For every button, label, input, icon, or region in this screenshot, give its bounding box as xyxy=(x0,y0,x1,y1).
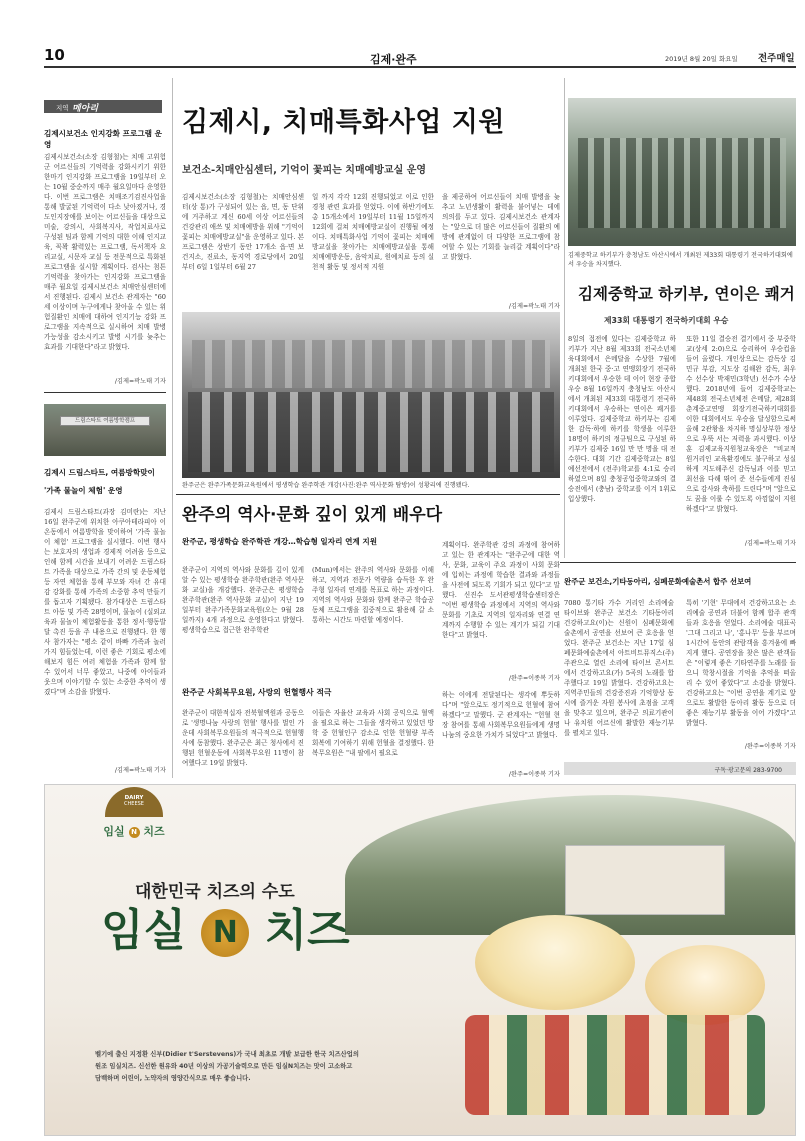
welfare-col3: 하는 이에게 전달된다는 생각에 뿌듯하다"며 "앞으로도 정기적으로 헌혈에 참여하겠다"고 말했다. 군 관계자는 "헌혈 현장 참여를 통해 사회복무요원들에게 생명 나눔의 중요한 가치가 되었다"고 밝혔다. xyxy=(442,691,560,739)
section-title: 김제·완주 xyxy=(370,53,417,66)
main-group-photo xyxy=(182,312,560,478)
main-photo-caption: 완주군은 완주가족문화교육원에서 평생학습 완주학관 개강(사진:완주 역사문화 탐방)이 성황리에 진행됐다. xyxy=(182,482,470,489)
hockey-headline: 김제중학교 하키부, 연이은 쾌거 xyxy=(578,285,795,303)
main-subhead: 보건소-치매안심센터, 기억이 꽃피는 치매예방교실 운영 xyxy=(182,165,427,176)
hockey-col2: 또한 11일 결승전 결기에서 중 부중학교(상세 2:0)으로 승리하여 우승컵을 들어 올렸다. 개인상으로는 감독상 김민규 부감, 지도상 김해완 감독, 최우수 선수상 박재민(3학년) 선수가 수상했다. 2018년에 들어 김제중학교는 제48회 전국소년체전 은메달, 제28회 춘계중고연맹 회장기전국하키대회를 이한 대회에서도 우승을 달성함으로써 올해 2관왕을 차지하 명실상부한 정상으로 우뚝 서는 저력을 과시했다. 이상훈 김제교육지원청교육장은 "비교적 원거리인 교육환경에도 불구하고 성실하게 지도해주신 감독님과 이를 믿고 최선을 다해 뛰어 준 선수들에게 진심으로 감사와 축하를 드린다"며 "앞으로도 꿈을 이룰 수 있도록 아낌없이 지원하겠다"고 밝혔다. xyxy=(686,335,796,513)
wanju-col3: 계획이다. 완주학관 강의 과정에 참여하고 있는 한 관계자는 "완주군에 대한 역사, 문화, 교육이 주요 과정이 사회 문화에 입히는 과정에 학습한 결과와 과정들을 사전에 되도록 기회가 되고 있다"고 말했다. 신진수 도서관평생학습센터장은 "이번 평생학습 과정에서 지역의 역사와 문화를 기초로 지역의 일자리와 연결 연계까지 수행할 수 있는 계기가 되길 기대한다"고 밝혔다. xyxy=(442,541,560,639)
sidebar-dream-photo xyxy=(44,404,166,456)
ad-logo-sub: CHEESE xyxy=(124,801,144,807)
hockey-players xyxy=(578,138,786,228)
wanju-subhead: 완주군, 평생학습 완주학관 개강…학습형 일자리 연계 지원 xyxy=(182,537,378,546)
sidebar-story1-byline: /김제=곽노태 기자 xyxy=(114,378,166,385)
hockey-col1: 8일의 접전에 있다는 김제중학교 하키부가 지난 8월 제33회 전국소년체육대회에서 은메달을 수상한 7월에 개최된 한국 중·고 연맹회장기 전국하키대회에서 우승한 데 이어 현장 종합우승 8월 16일까지 충청남도 아산시에서 개최된 제33회 대통령기 전국하키대회에서 우승하는 연이은 쾌거를 이루었다. 김제중학교 하키부는 김제한 감독·하에 하키를 학생을 이루한 18명이 하키의 정규팀으로 구성된 하키부가 김제중 16일 만 만 명을 대 전수한다. 대회 기간 김제중학교는 8일 예선전에서 (전주)학교를 4:1로 승리하였으며 8일 충청공업중학교와의 결승전에서 (충남) 중학교를 이겨 1위로 입상했다. xyxy=(568,335,676,503)
ad-logo xyxy=(99,787,169,855)
wanju-headline: 완주의 역사·문화 깊이 있게 배우다 xyxy=(182,505,443,525)
wanju-byline: /완주=이종복 기자 xyxy=(508,675,560,682)
ad-cheese-boxes xyxy=(465,1015,765,1115)
header-rule xyxy=(44,66,796,68)
dream-banner: 드림스타트 여름방학캠프 xyxy=(60,416,150,426)
ad-logo-n: N xyxy=(129,827,140,838)
ad-big2: 치즈 xyxy=(264,905,350,956)
ad-cheese-wheel xyxy=(475,915,635,1010)
ad-brand: 임실 xyxy=(103,825,125,838)
main-col2: 일 까지 각각 12회 진행되었고 이로 인한 경청 관련 효과를 얻었다. 이에 하반기에도 총 15개소에서 19일부터 11월 15일까지 12회에 걸쳐 치매예방교실이 진행될 예정이다. 치매특화사업 기억이 꽃피는 치매예방교실을 찾아가는 치매예방교실을 통해 치매예방운동, 음악치료, 원예치료 등의 실천적 활동 및 정서적 지원 xyxy=(312,193,434,271)
main-col1: 김제시보건소(소장 김형철)는 치매안심센터(상 통)가 구성되어 있는 읍, 면, 동 단위에 거주하고 계신 60세 이상 어르신들의 건강관리 애쓰 및 치매예방을 위해 "기억이 꽃피는 치매예방교실"을 운영하고 있다. 본 프로그램은 상반기 동안 17개소 읍·면 보건지소, 진료소, 동지역 경로당에서 20일부터 6일 1일부터 6월 27 xyxy=(182,193,304,271)
sidebar-story2-title: 김제시 드림스타트, 여름방학맞이 xyxy=(44,468,155,477)
ad-logo-top: DAIRY xyxy=(124,795,144,801)
main-headline: 김제시, 치매특화사업 지원 xyxy=(182,107,505,138)
wanju-col1: 완주군이 지역의 역사와 문화를 깊이 있게 알 수 있는 평생학습 완주학관(완주 역사문화 교실)을 개강했다. 완주군은 평생학습 완주학관(완주 역사문화 교실)이 지난 19일부터 완주가족문화교육원(오는 9월 28일까지) 4개 과정으로 운영한다고 밝혔다. 평생학습으로 접근한 완주학관 xyxy=(182,566,304,634)
sidebar-story2-subtitle: '가족 물놀이 체험' 운영 xyxy=(44,486,123,495)
issue-date: 2019년 8월 20일 화요일 xyxy=(665,55,738,63)
ad-big-n: N xyxy=(201,909,249,957)
ad-big-brand xyxy=(101,903,350,959)
health-headline: 완주군 보건소,기타동아리, 심폐문화예술촌서 합주 선보여 xyxy=(564,577,752,586)
hockey-byline: /김제=곽노태 기자 xyxy=(744,540,796,547)
welfare-byline: /완주=이종복 기자 xyxy=(508,771,560,778)
ad-headline: 대한민국 치즈의 수도 xyxy=(135,882,295,902)
ad-building xyxy=(565,845,725,915)
sidebar-tag-big: 메아리 xyxy=(72,104,99,114)
health-col1: 7080 통기타 가수 거리인 소리예술 타이브와 완주군 보건소 기타동아리 건강하고요(이)는 신원이 심폐문화예술촌에서 공연을 선보여 큰 호응을 얻었다. 완주군 보건소는 지난 17일 심폐문화예술촌에서 아트비트뮤직스(주) 주관으로 열린 소리예 타이브 콘서트에서 건강하고요(가) 5곡의 노래를 합주했다고 19일 밝혔다. 건강하고요는 지역주민들의 건강증진과 기억향상 동시에 즐거운 자원 봉사에 초점을 고객을 맞추고 있으며, 완주군 의료기관이나 유치원 어르신에 활발한 재능기부를 펼치고 있다. xyxy=(564,599,674,737)
sidebar-story1-body: 김제시보건소(소장 김형철)는 치매 고위험군 어르신들의 기억력을 강화시키기 위한 한마기 인지강화 프로그램을 19일부터 오는 10월 중순까지 매주 월요일마다 운영한다. 이번 프로그램은 치매조기검진사업을 통해 발굴된 기억력이 다소 낮아졌거나, 경도인지장애를 보이는 어르신들을 대상으로 미술, 강의시, 사회복지사, 작업치료사로 구성된 팀과 함께 기억의 대한 이해 인지교육, 꼭꽉 활력있는 프로그램, 독서책자 요리교실, 시문자 교실 등 전문적으로 특화된 프로그램을 실시할 계획이다. 검사는 첨튼 기억력을 찾아가는 인지강화 프로그램을 매주 월요일 김제시보건소 치매안심센터에서 진행된다. 김제시 보건소 관계자는 "60세 이상이며 누구에게나 찾아올 수 있는 위험질환인 치매에 대하여 인지기능 강화 프로그램을 지속적으로 실시하여 치매 발병 가능성을 감소시키고 발병 시기를 늦추는 효과를 기대한다"라고 밝혔다. xyxy=(44,153,166,351)
ad-cheese-wheel-2 xyxy=(645,945,765,1025)
classified-text: 구독·광고문의 283-9700 xyxy=(714,767,782,774)
welfare-headline: 완주군 사회복무요원, 사랑의 헌혈행사 적극 xyxy=(182,688,332,697)
photo-people-row2 xyxy=(188,392,554,472)
sidebar-tag-small: 지역 xyxy=(56,104,69,112)
page-header xyxy=(0,44,805,68)
photo-people-row1 xyxy=(192,340,550,388)
ad-brand2: 치즈 xyxy=(143,825,165,838)
ad-body2: 원조 임실치즈. 신선한 원유와 40년 이상의 가공기술력으로 만든 임실N치즈는 맛이 고소하고 xyxy=(95,1063,353,1070)
cheese-ad xyxy=(44,784,796,1136)
ad-logo-arch xyxy=(105,787,163,817)
wanju-top-rule xyxy=(176,494,560,495)
wanju-col2: (Mun)에서는 완주의 역사와 문화를 이해하고, 지역과 전문가 역량을 습득한 후 완주형 일자리 연계를 목표로 하는 과정이다. 지역의 역사와 문화와 함께 완주군 학습공동체 프로그램을 집중적으로 활용해 갈 소통하는 시간도 마련할 예정이다. xyxy=(312,566,434,624)
column-rule-left xyxy=(172,78,173,778)
column-rule-right xyxy=(564,78,565,558)
newspaper-name: 전주매일 xyxy=(758,53,795,64)
page-number: 10 xyxy=(44,46,65,64)
welfare-col2: 이들은 자율산 교육과 사회 공익으로 혈액을 필요로 하는 그들을 생각하고 있었던 방학 중 헌혈인구 감소로 인한 헌혈량 부족 회복에 기여하기 위해 헌혈을 결정했다. 한 복무요원은 "내 팔에서 필요로 xyxy=(312,709,434,757)
welfare-col1: 완주군이 대한적십자 전북혈액원과 공동으로 '생명나눔 사랑의 헌혈' 행사를 벌인 가운데 사회복무요원들의 적극적으로 헌혈행사에 동참했다. 완주군은 최근 청사에서 진행된 헌혈운동에 사회복무요원 11명이 참여했다고 19일 밝혔다. xyxy=(182,709,304,767)
main-byline: /김제=곽노태 기자 xyxy=(508,303,560,310)
health-byline: /완주=이종복 기자 xyxy=(744,743,796,750)
ad-logo-name xyxy=(99,823,169,839)
hockey-subhead: 제33회 대통령기 전국하키대회 우승 xyxy=(604,316,729,325)
hockey-photo-caption: 김제중학교 하키부가 충청남도 아산시에서 개최된 제33회 대통령기 전국하키대회에서 우승을 차지했다. xyxy=(568,252,793,268)
ad-body3: 담백하며 어린이, 노약자의 영양간식으로 매우 좋습니다. xyxy=(95,1075,251,1082)
hockey-team-photo xyxy=(568,98,796,246)
sidebar-story2-byline: /김제=곽노태 기자 xyxy=(114,767,166,774)
health-top-rule xyxy=(560,562,796,563)
main-col3: 을 제공하여 어르신들이 치매 발병을 늦추고 노년생활이 활력을 불어넣는 데에 의의를 두고 있다. 김제시보건소 관계자는 "앞으로 더 많은 어르신들이 질환의 예방에 관계없이 더 다양한 프로그램에 참여할 수 있는 기회를 늘리갈 계획이다"라고 밝혔다. xyxy=(442,193,560,261)
classified-strip xyxy=(564,762,796,775)
sidebar-tag xyxy=(44,100,162,113)
sidebar-story1-title: 김제시보건소 인지강화 프로그램 운영 xyxy=(44,129,162,149)
sidebar-divider xyxy=(44,392,166,393)
ad-body1: 벨기에 출신 지정환 신부(Didier t'Serstevens)가 국내 최초로 개발 보급한 한국 치즈산업의 xyxy=(95,1051,359,1058)
ad-big1: 임실 xyxy=(101,905,187,956)
health-col2: 특히 '기현' 무대에서 건강하고요는 소리예술 공연과 더불어 함께 합주 관객들과 호응을 얻었다. 소리예술 대표곡 '그대 그리고 나', '홍나무' 등을 부르며 1시간여 동안의 관람객을 흥겨움에 빠지게 했다. 공연장을 찾은 많은 관객들은 "이렇게 좋은 기타연주를 노래를 들으니 학창시절을 기억을 추억을 떠올리 수 있어 좋았다"고 소감을 밝혔다. 건강하고요는 "이번 공연을 계기로 앞으로도 활발한 동아리 활동 등으로 더 좋은 재능기부 활동을 이어 가겠다"고 밝혔다. xyxy=(686,599,796,727)
sidebar-story2-body: 김제시 드림스타트(과장 김미란)는 지난 16일 완주군에 위치한 아쿠아테라피아 이온동에서 여름방학을 맞이하여 '가족 물놀이 체험' 프로그램을 실시했다. 이번 행사는 보호자의 생업과 경제적 어려움 등으로 인해 함께 시간을 보내기 어려운 드림스타트 가족을 대상으로 가족 간의 및 운동체험 등 자연 체험을 통해 부모와 자녀 간 유대감 강화를 통해 가족의 소중함 추억 만들기를 돕고자 기획됐다. 참가대상은 드림스타트 아동 및 가족 28명이며, 물놀이 (실외교육과 물놀이 체험활동을 통한 정서·행동발달 촉진 등을 주 내용으로 진행됐다. 한 행사 참가자는 "평소 같이 바빠 가족과 놀러가지 힘들었는데, 이런 좋은 기회로 평소에 해보지 힘든 여러 체험을 가족과 함께 할 수 있어서 너무 좋았고, 나중에 아이들과 웃으며 이야기할 수 있는 소중한 추억이 생겼다"며 소감을 밝혔다. xyxy=(44,508,166,696)
